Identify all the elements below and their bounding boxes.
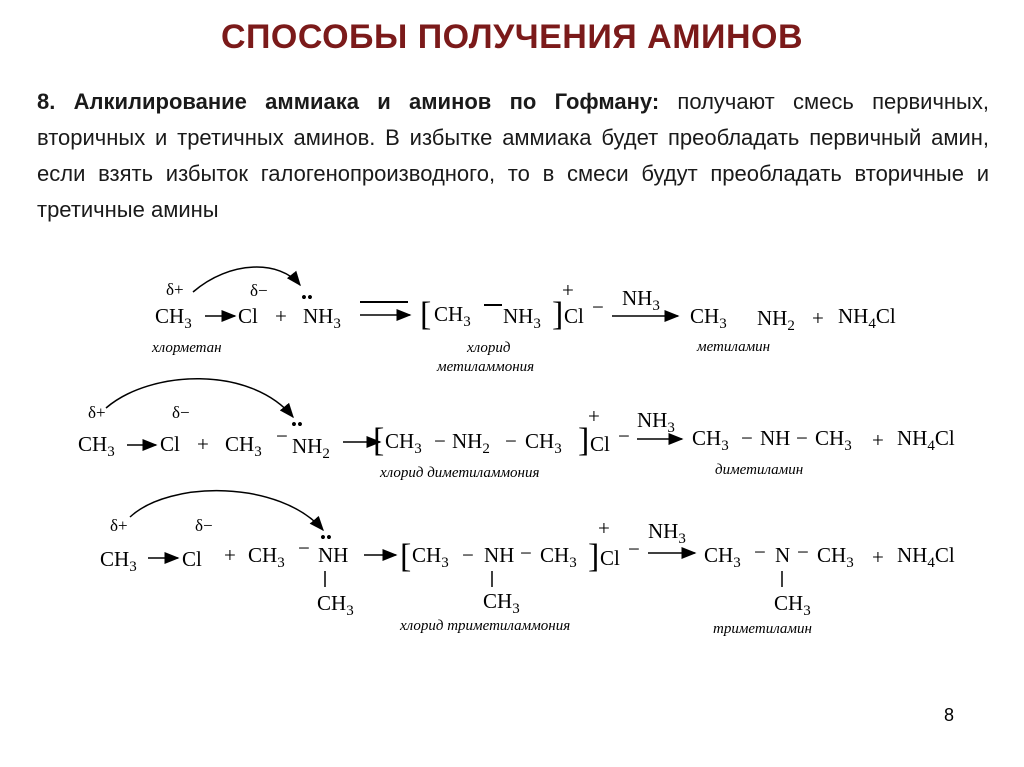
svg-text:−: −	[592, 295, 604, 319]
svg-text:CH3: $CH_3$	[704, 543, 741, 571]
svg-text:NH2: $NH_2$	[452, 429, 490, 457]
svg-text:CH3: $CH_3$	[483, 589, 520, 617]
svg-text:−: −	[628, 537, 640, 561]
svg-text:]: ]	[552, 296, 564, 333]
svg-text:NH4Cl: $NH_4Cl$	[897, 543, 955, 571]
svg-text:NH4Cl: $NH_4Cl$	[838, 304, 896, 332]
svg-text:CH3: $CH_3$	[815, 426, 852, 454]
label-chloromethane: хлорметан	[152, 340, 222, 356]
svg-text:Cl: Cl	[600, 546, 620, 570]
electron-arrow	[130, 491, 323, 530]
label-methylammonium-2: метиламмония	[437, 359, 535, 375]
svg-text:+: +	[588, 404, 600, 428]
svg-text:δ−: δ−	[172, 403, 190, 422]
label-methylammonium-1: хлорид	[467, 340, 511, 356]
svg-text:CH3: $CH_3$	[155, 304, 192, 332]
slide-title: СПОСОБЫ ПОЛУЧЕНИЯ АМИНОВ	[220, 18, 804, 56]
svg-text:[: [	[420, 296, 432, 333]
svg-text:]: ]	[588, 538, 600, 575]
svg-text:CH3: $CH_3$	[540, 543, 577, 571]
svg-text:CH3: $CH_3$	[248, 543, 285, 571]
label-trimethylamine: триметиламин	[713, 621, 812, 637]
svg-text:−: −	[618, 424, 630, 448]
svg-text:NH3: $NH_3$	[648, 519, 686, 547]
svg-text:CH3: $CH_3$	[78, 432, 115, 460]
svg-text:[: [	[373, 422, 385, 459]
svg-text:NH3: $NH_3$	[503, 304, 541, 332]
svg-text:NH3: $NH_3$	[637, 408, 675, 436]
svg-text:CH3: $CH_3$	[385, 429, 422, 457]
reaction-2	[78, 379, 955, 481]
label-trimethylammonium: хлорид триметиламмония	[400, 618, 571, 634]
svg-text:NH3: $NH_3$	[622, 286, 660, 314]
svg-text:δ+: δ+	[88, 403, 106, 422]
svg-text:+: +	[224, 543, 236, 567]
svg-text:−: −	[796, 426, 808, 450]
svg-text:NH: NH	[760, 426, 791, 450]
svg-text:−: −	[298, 536, 310, 560]
svg-text:N: N	[775, 543, 791, 567]
svg-text:+: +	[872, 545, 884, 569]
svg-text:−: −	[276, 424, 288, 448]
svg-text:CH3: $CH_3$	[692, 426, 729, 454]
svg-text:Cl: Cl	[590, 432, 610, 456]
svg-text:Cl: Cl	[564, 304, 584, 328]
svg-text:−: −	[434, 429, 446, 453]
lone-pair: ••	[291, 415, 303, 434]
svg-text:CH3: $CH_3$	[412, 543, 449, 571]
svg-text:δ−: δ−	[250, 281, 268, 300]
svg-text:CH3: $CH_3$	[434, 302, 471, 330]
svg-text:NH: NH	[484, 543, 515, 567]
svg-text:+: +	[812, 306, 824, 330]
lone-pair: ••	[301, 288, 313, 307]
svg-text:+: +	[872, 428, 884, 452]
svg-text:+: +	[197, 432, 209, 456]
svg-text:−: −	[754, 540, 766, 564]
svg-text:−: −	[462, 543, 474, 567]
svg-text:δ−: δ−	[195, 516, 213, 535]
svg-text:CH3: $CH_3$	[817, 543, 854, 571]
paragraph-heading: 8. Алкилирование аммиака и аминов по Гофману:	[37, 89, 660, 114]
page-number: 8	[943, 705, 954, 725]
reaction-scheme	[0, 265, 1024, 645]
svg-text:Cl: Cl	[238, 304, 258, 328]
svg-text:δ+: δ+	[166, 280, 184, 299]
electron-arrow	[193, 267, 300, 292]
svg-text:−: −	[797, 540, 809, 564]
paragraph-body: получают смесь первичных, вторичных и третичных аминов. В избытке аммиака будет преобладать первичный амин, если взять избыток галогенопроизводного, то в смеси будут преобладать вторичные и третичные амины	[37, 89, 989, 222]
svg-text:NH2: $NH_2$	[757, 306, 795, 334]
description-paragraph	[37, 84, 989, 228]
svg-text:−: −	[520, 541, 532, 565]
svg-text:NH: NH	[318, 543, 349, 567]
svg-text:[: [	[400, 538, 412, 575]
svg-text:CH3: $CH_3$	[317, 591, 354, 619]
svg-text:CH3: $CH_3$	[225, 432, 262, 460]
svg-text:]: ]	[578, 422, 590, 459]
svg-text:CH3: $CH_3$	[690, 304, 727, 332]
svg-text:Cl: Cl	[160, 432, 180, 456]
label-methylamine: метиламин	[697, 339, 771, 355]
svg-text:NH2: $NH_2$	[292, 434, 330, 462]
svg-text:CH3: $CH_3$	[774, 591, 811, 619]
label-dimethylammonium: хлорид диметиламмония	[380, 465, 540, 481]
svg-text:CH3: $CH_3$	[100, 547, 137, 575]
svg-text:−: −	[505, 429, 517, 453]
reaction-1	[151, 267, 896, 375]
svg-text:+: +	[562, 278, 574, 302]
svg-text:NH3: $NH_3$	[303, 304, 341, 332]
lone-pair: ••	[320, 528, 332, 547]
electron-arrow	[106, 379, 293, 417]
svg-text:−: −	[741, 426, 753, 450]
reaction-3	[100, 491, 955, 637]
svg-text:NH4Cl: $NH_4Cl$	[897, 426, 955, 454]
svg-text:+: +	[275, 304, 287, 328]
svg-text:δ+: δ+	[110, 516, 128, 535]
label-dimethylamine: диметиламин	[715, 462, 804, 478]
svg-text:Cl: Cl	[182, 547, 202, 571]
svg-text:CH3: $CH_3$	[525, 429, 562, 457]
svg-text:+: +	[598, 516, 610, 540]
